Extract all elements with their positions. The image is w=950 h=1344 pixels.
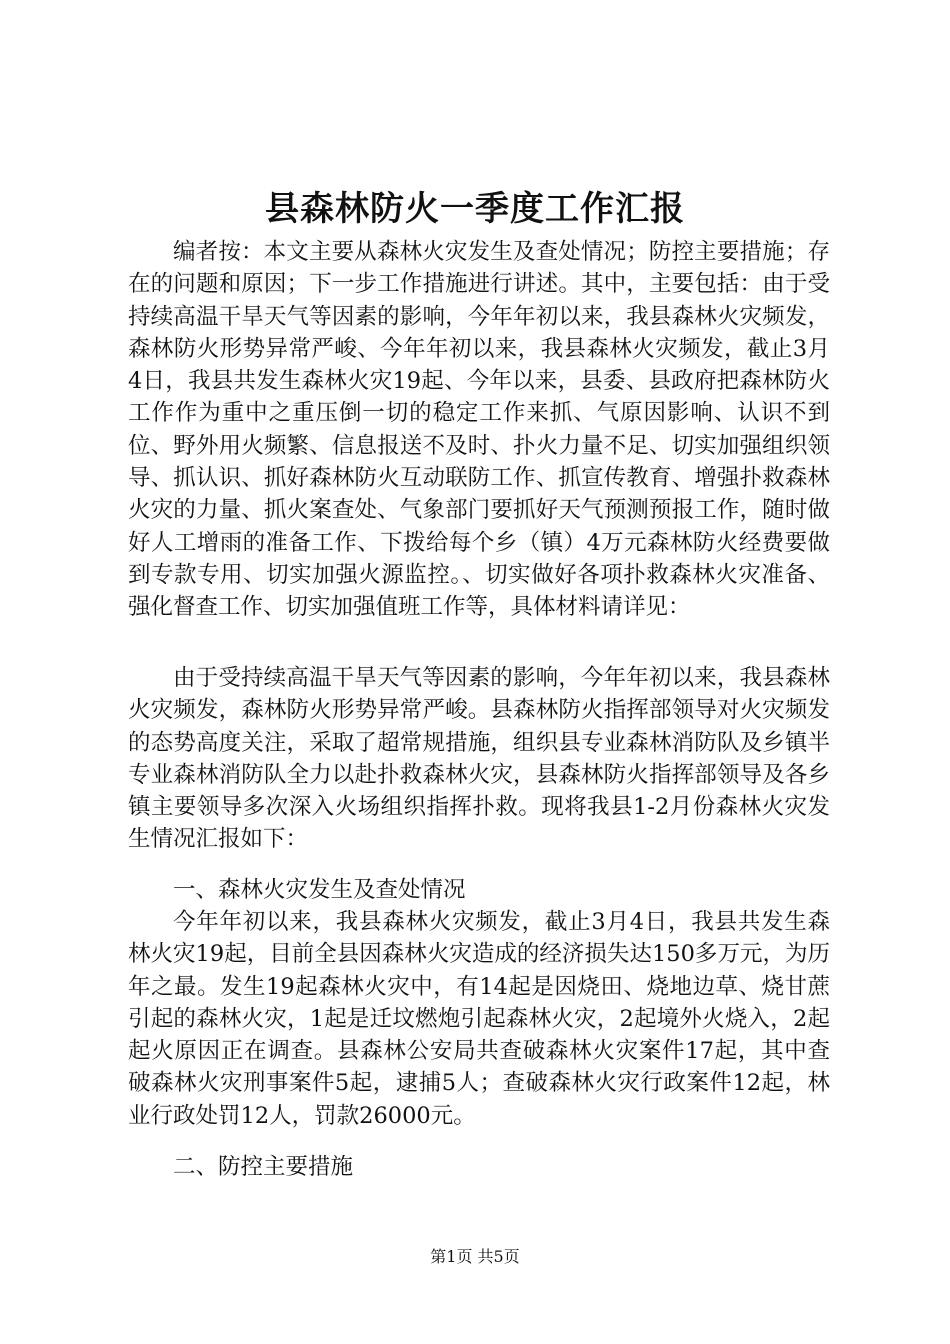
editor-note-paragraph: 编者按：本文主要从森林火灾发生及查处情况；防控主要措施；存在的问题和原因；下一步工作措施进行讲述。其中，主要包括：由于受持续高温干旱天气等因素的影响，今年年初以来，我县森林火灾频发，森林防火形势异常严峻、今年年初以来，我县森林火灾频发，截止3月4日，我县共发生森林火灾19起、今年以来，县委、县政府把森林防火工作作为重中之重压倒一切的稳定工作来抓、气原因影响、认识不到位、野外用火频繁、信息报送不及时、扑火力量不足、切实加强组织领导、抓认识、抓好森林防火互动联防工作、抓宣传教育、增强扑救森林火灾的力量、抓火案查处、气象部门要抓好天气预测预报工作，随时做好人工增雨的准备工作、下拨给每个乡（镇）4万元森林防火经费要做到专款专用、切实加强火源监控。、切实做好各项扑救森林火灾准备、强化督查工作、切实加强值班工作等，具体材料请详见： bbox=[128, 239, 830, 621]
page-footer: 第1页 共5页 bbox=[430, 1247, 520, 1266]
section-2-heading: 二、防控主要措施 bbox=[173, 1154, 354, 1180]
intro-paragraph: 由于受持续高温干旱天气等因素的影响，今年年初以来，我县森林火灾频发，森林防火形势异常严峻。县森林防火指挥部领导对火灾频发的态势高度关注，采取了超常规措施，组织县专业森林消防队及乡镇半专业森林消防队全力以赴扑救森林火灾，县森林防火指挥部领导及各乡镇主要领导多次深入火场组织指挥扑救。现将我县1-2月份森林火灾发生情况汇报如下： bbox=[128, 665, 830, 853]
section-1-heading: 一、森林火灾发生及查处情况 bbox=[173, 877, 466, 903]
document-title: 县森林防火一季度工作汇报 bbox=[265, 189, 685, 229]
section-1-paragraph: 今年年初以来，我县森林火灾频发，截止3月4日，我县共发生森林火灾19起，目前全县因森林火灾造成的经济损失达150多万元，为历年之最。发生19起森林火灾中，有14起是因烧田、烧地边草、烧甘蔗引起的森林火灾，1起是迁坟燃炮引起森林火灾，2起境外火烧入，2起起火原因正在调查。县森林公安局共查破森林火灾案件17起，其中查破森林火灾刑事案件5起，逮捕5人；查破森林火灾行政案件12起，林业行政处罚12人，罚款26000元。 bbox=[128, 909, 830, 1129]
